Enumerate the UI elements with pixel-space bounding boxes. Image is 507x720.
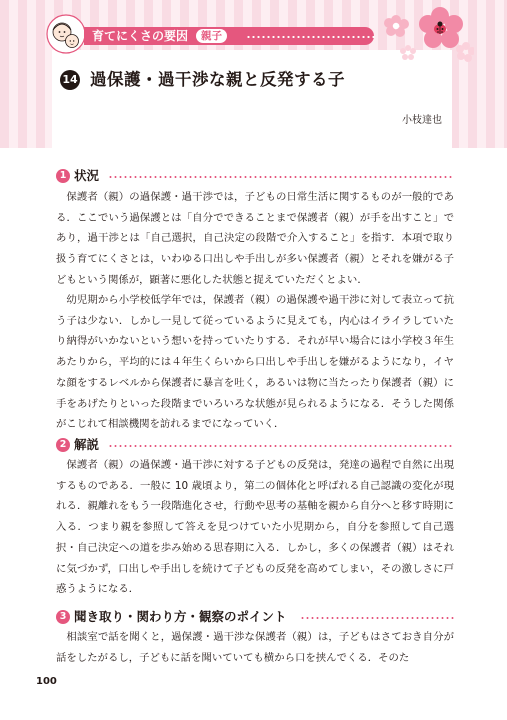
section-dots: [108, 176, 454, 178]
section-number: 1: [56, 169, 70, 183]
section-heading-explanation: [56, 437, 454, 455]
paragraph: 保護者（親）の過保護・過干渉では，子どもの日常生活に関するものが一般的である．ここでいう過保護とは「自分でできることまで保護者（親）が手を出すこと」であり，過干渉とは「自己選択，自己決定の段階で介入すること」を指す．本項で取り扱う育てにくさとは，いわゆる口出しや手出しが多い保護者（親）とそれを嫌がる子どもという関係が，顕著に悪化した状態と捉えていただくとよい．: [56, 191, 454, 286]
category-dots: [246, 36, 376, 38]
section-heading-points: [56, 609, 454, 627]
chapter-number-badge: 14: [60, 70, 80, 90]
paragraph: 幼児期から小学校低学年では，保護者（親）の過保護や過干渉に対して表立って抗う子は少ない．しかし一見して従っているように見えても，内心はイライラしていたり納得がいかないという想いを持っていたりする．それが早い場合には小学校３年生あたりから，平均的には４年生くらいから口出しや手出しを嫌がるようになり，イヤな顔をするレベルから保護者に暴言を吐く，あるいは物に当たったり保護者（親）に手をあげたりといった段階までいろいろな状態が見られるようになる．そうした関係がこじれて相談機関を訪れるまでになっていく．: [56, 294, 454, 431]
category-tag: 親子: [196, 29, 227, 43]
section-number: 2: [56, 438, 70, 452]
paragraph: 保護者（親）の過保護・過干渉に対する子どもの反発は，発達の過程で自然に出現するものである．一般に 10 歳頃より，第二の個体化と呼ばれる自己認識の変化が現れる．親離れをもう一段階進化させ，行動や思考の基軸を親から自分へと移す時期に入る．つまり親を参照して答えを見つけていた小児期から，自分を参照して自己選択・自己決定への道を歩み始める思春期に入る．しかし，多くの保護者（親）はそれに気づかず，口出しや手出しを続けて子どもの反発を高めてしまい，その激しさに戸惑うようになる．: [56, 459, 454, 596]
section-title: 状況: [74, 168, 100, 183]
flower-icon: [456, 42, 474, 62]
author-name: 小枝達也: [402, 115, 442, 126]
section-title: 解説: [74, 437, 100, 452]
section-dots: [300, 617, 454, 619]
flower-decoration: [378, 6, 474, 66]
section-dots: [108, 445, 454, 447]
category-label: 育てにくさの要因: [92, 29, 189, 43]
parent-child-mascot-icon: [46, 14, 86, 54]
chapter-title: 過保護・過干渉な親と反発する子: [90, 70, 345, 89]
section-number: 3: [56, 610, 70, 624]
flower-icon: [400, 45, 416, 60]
paragraph: 相談室で話を聞くと，過保護・過干渉な保護者（親）は，子どもはさておき自分が話をしたがるし，子どもに話を聞いていても横から口を挟んでくる．そのた: [56, 631, 454, 664]
flower-icon: [384, 15, 409, 37]
section-title: 聞き取り・関わり方・観察のポイント: [74, 609, 287, 624]
page-number: 100: [36, 676, 57, 687]
section-heading-situation: [56, 168, 454, 186]
